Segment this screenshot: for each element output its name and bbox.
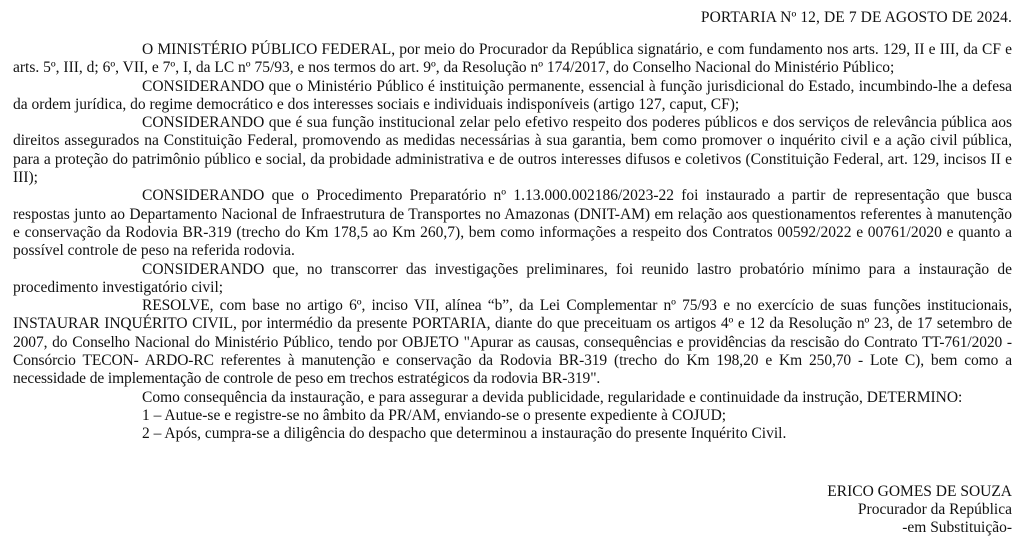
paragraph-resolve: RESOLVE, com base no artigo 6º, inciso VII, alínea “b”, da Lei Complementar nº 75/93 e no exercício de suas funções institucionais, INSTAURAR INQUÉRITO CIVIL, por intermédio da presente PORTARIA, diante do que preceituam os artigos 4º e 12 da Resolução nº 23, de 17 setembro de 2007, do Conselho Nacional do Ministério Público, tendo por OBJETO "Apurar as causas, consequências e providências da rescisão do Contrato TT-761/2020 - Consórcio TECON- ARDO-RC referentes à manutenção e conservação da Rodovia BR-319 (trecho do Km 198,20 e Km 250,70 - Lote C), bem como a necessidade de implementação de controle de peso em trechos estratégicos da rodovia BR-319". (13, 297, 1012, 388)
paragraph-considerando-2: CONSIDERANDO que é sua função institucional zelar pelo efetivo respeito dos poderes públicos e dos serviços de relevância pública aos direitos assegurados na Constituição Federal, promovendo as medidas necessárias à sua garantia, bem como promover o inquérito civil e a ação civil pública, para a proteção do patrimônio público e social, da probidade administrativa e de outros interesses difusos e coletivos (Constituição Federal, art. 129, incisos II e III); (13, 114, 1012, 187)
paragraph-item-1: 1 – Autue-se e registre-se no âmbito da PR/AM, enviando-se o presente expediente à COJUD; (142, 406, 727, 424)
signature-block (827, 483, 1012, 537)
paragraph-preamble: O MINISTÉRIO PÚBLICO FEDERAL, por meio do Procurador da República signatário, e com fundamento nos arts. 129, II e III, da CF e arts. 5º, III, d; 6º, VII, e 7º, I, da LC nº 75/93, e nos termos do art. 9º, da Resolução nº 174/2017, do Conselho Nacional do Ministério Público; (13, 41, 1012, 77)
signer-name: ERICO GOMES DE SOUZA (827, 483, 1012, 500)
paragraph-item-2: 2 – Após, cumpra-se a diligência do despacho que determinou a instauração do presente Inquérito Civil. (142, 425, 787, 443)
paragraph-considerando-4: CONSIDERANDO que, no transcorrer das investigações preliminares, foi reunido lastro probatório mínimo para a instauração de procedimento investigatório civil; (13, 260, 1012, 296)
paragraph-considerando-1: CONSIDERANDO que o Ministério Público é instituição permanente, essencial à função jurisdicional do Estado, incumbindo-lhe a defesa da ordem jurídica, do regime democrático e dos interesses sociais e individuais indisponíveis (artigo 127, caput, CF); (13, 77, 1012, 113)
signer-note: -em Substituição- (902, 519, 1012, 536)
portaria-title: PORTARIA Nº 12, DE 7 DE AGOSTO DE 2024. (700, 9, 1012, 26)
signer-role: Procurador da República (857, 501, 1012, 518)
document-page (13, 0, 1012, 444)
paragraph-considerando-3: CONSIDERANDO que o Procedimento Preparatório nº 1.13.000.002186/2023-22 foi instaurado a partir de representação que busca respostas junto ao Departamento Nacional de Infraestrutura de Transportes no Amazonas (DNIT-AM) em relação aos questionamentos referentes à manutenção e conservação da Rodovia BR-319 (trecho do Km 178,5 ao Km 260,7), bem como informações a respeito dos Contratos 00592/2022 e 00761/2020 e quanto a possível controle de peso na referida rodovia. (13, 187, 1012, 260)
paragraph-determino: Como consequência da instauração, e para assegurar a devida publicidade, regularidade e continuidade da instrução, DETERMINO: (142, 388, 963, 406)
